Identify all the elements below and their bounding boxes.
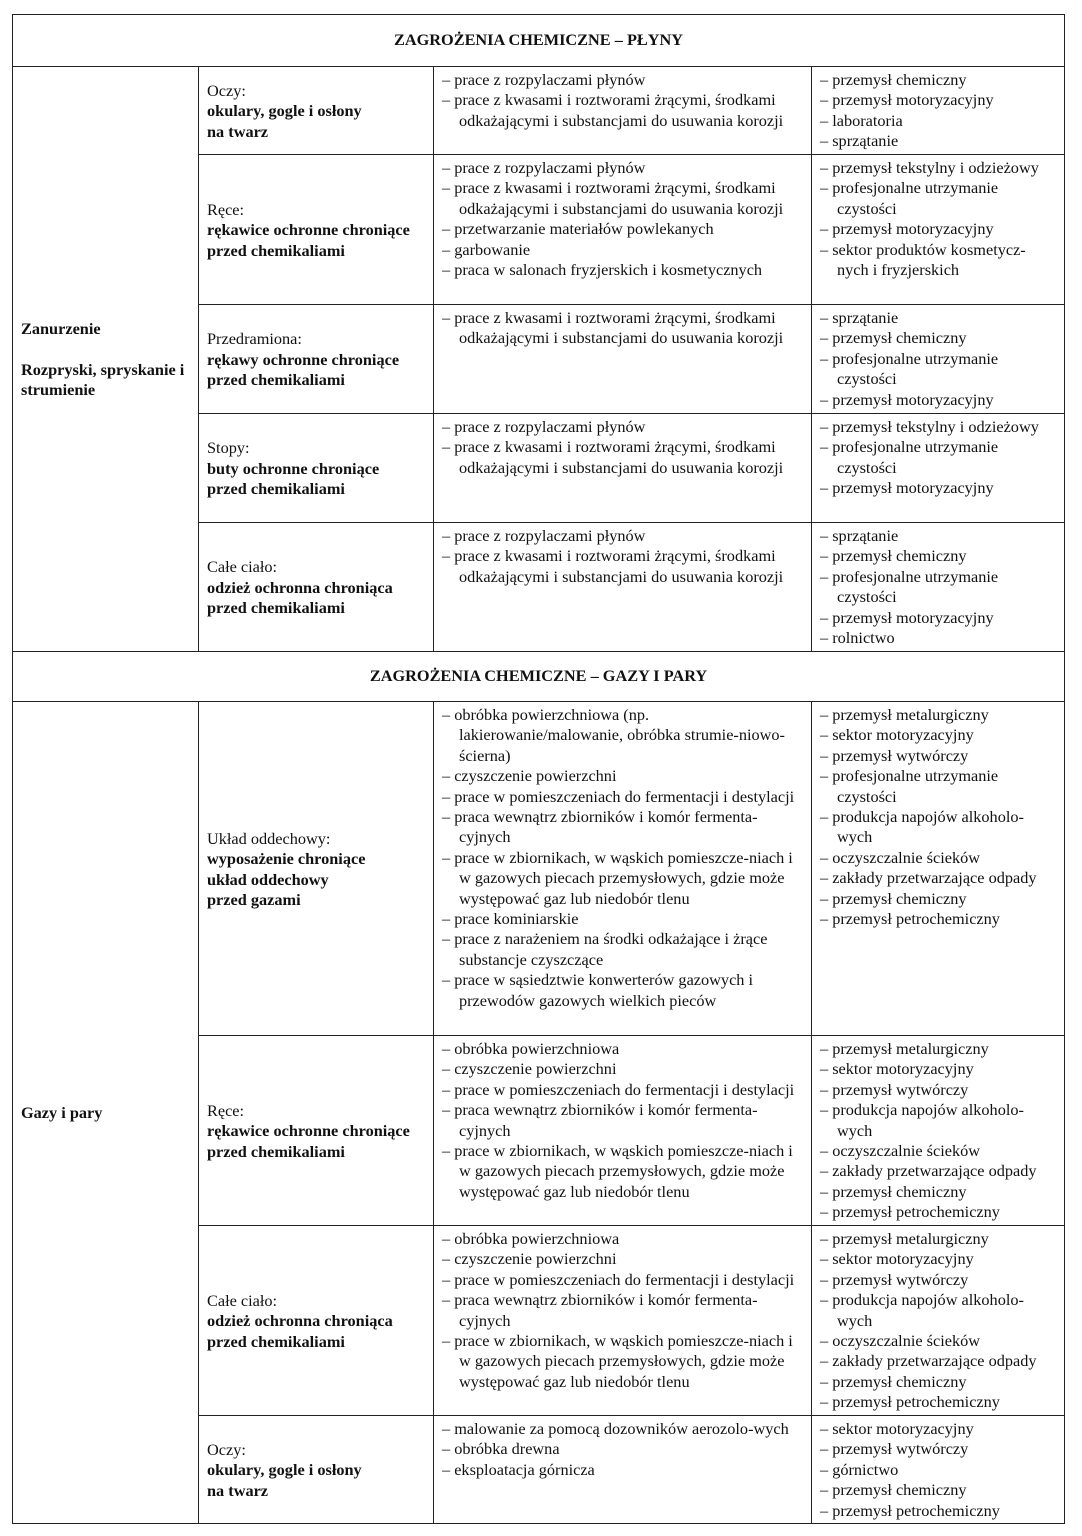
body-part-label: Stopy:	[207, 438, 250, 458]
sector-item: – rolnictwo	[820, 628, 895, 648]
sector-item: – przemysł metalurgiczny	[820, 1229, 989, 1248]
sector-item: – przemysł petrochemiczny	[820, 909, 1000, 929]
sector-item: – zakłady przetwarzające odpady	[820, 868, 1037, 888]
equipment-name: odzież ochronna chroniąca	[207, 577, 393, 597]
tasks-cell	[434, 523, 812, 652]
ppe-cell	[199, 67, 434, 155]
sector-item: – sprzątanie	[820, 526, 899, 545]
task-item: – prace z rozpylaczami płynów	[442, 526, 646, 545]
sector-item: – produkcja napojów alkoholo-wych	[820, 807, 1024, 847]
section-heading: ZAGROŻENIA CHEMICZNE – GAZY I PARY	[13, 652, 1065, 702]
task-item: – praca wewnątrz zbiorników i komór fermenta-cyjnych	[442, 1100, 758, 1140]
section-heading: ZAGROŻENIA CHEMICZNE – PŁYNY	[13, 15, 1065, 67]
equipment-name: buty ochronne chroniące	[207, 458, 380, 478]
sector-item: – przemysł chemiczny	[820, 1181, 967, 1201]
sector-item: – laboratoria	[820, 110, 903, 130]
body-part-label: Oczy:	[207, 80, 246, 100]
body-part-label: Układ oddechowy:	[207, 828, 331, 848]
task-item: – prace z kwasami i roztworami żrącymi, środkami odkażającymi i substancjami do usuwania korozji	[442, 308, 784, 348]
equipment-name: przed chemikaliami	[207, 370, 345, 390]
tasks-cell	[434, 414, 812, 523]
sector-item: – przemysł motoryzacyjny	[820, 478, 994, 498]
sector-item: – profesjonalne utrzymanie czystości	[820, 178, 999, 218]
sector-item: – przemysł wytwórczy	[820, 1269, 969, 1289]
equipment-name: przed gazami	[207, 889, 301, 909]
task-item: – obróbka powierzchniowa (np. lakierowanie/malowanie, obróbka strumie-niowo-ścierna)	[442, 705, 785, 765]
task-item: – malowanie za pomocą dozowników aerozolo-wych	[442, 1419, 789, 1438]
sectors-cell	[812, 1416, 1065, 1524]
sector-item: – sektor motoryzacyjny	[820, 1419, 974, 1438]
sector-item: – przemysł motoryzacyjny	[820, 389, 994, 409]
body-part-label: Całe ciało:	[207, 557, 278, 577]
sector-item: – przemysł motoryzacyjny	[820, 90, 994, 110]
sectors-cell	[812, 1226, 1065, 1416]
hazard-cell	[13, 702, 199, 1524]
ppe-cell	[199, 702, 434, 1036]
sector-item: – produkcja napojów alkoholo-wych	[820, 1290, 1024, 1330]
sector-item: – sektor motoryzacyjny	[820, 725, 974, 745]
tasks-cell	[434, 305, 812, 414]
sector-item: – przemysł petrochemiczny	[820, 1202, 1000, 1222]
spacer	[21, 340, 190, 360]
sector-item: – zakłady przetwarzające odpady	[820, 1161, 1037, 1181]
task-item: – prace z kwasami i roztworami żrącymi, środkami odkażającymi i substancjami do usuwania korozji	[442, 546, 784, 586]
task-item: – prace z kwasami i roztworami żrącymi, środkami odkażającymi i substancjami do usuwania korozji	[442, 178, 784, 218]
sector-item: – przemysł wytwórczy	[820, 1079, 969, 1099]
sector-item: – zakłady przetwarzające odpady	[820, 1351, 1037, 1371]
equipment-name: rękawice ochronne chroniące	[207, 220, 410, 240]
task-item: – prace w pomieszczeniach do fermentacji i destylacji	[442, 1269, 795, 1289]
ppe-cell	[199, 1226, 434, 1416]
task-item: – obróbka powierzchniowa	[442, 1039, 620, 1058]
task-item: – eksploatacja górnicza	[442, 1459, 595, 1479]
equipment-name: na twarz	[207, 1480, 269, 1500]
table-row	[13, 702, 1065, 1036]
task-item: – prace z rozpylaczami płynów	[442, 417, 646, 436]
equipment-name: układ oddechowy	[207, 869, 329, 889]
sectors-cell	[812, 155, 1065, 305]
task-item: – obróbka powierzchniowa	[442, 1229, 620, 1248]
task-item: – prace z kwasami i roztworami żrącymi, środkami odkażającymi i substancjami do usuwania korozji	[442, 90, 784, 130]
ppe-cell	[199, 414, 434, 523]
sector-item: – przemysł chemiczny	[820, 546, 967, 566]
task-item: – prace w pomieszczeniach do fermentacji i destylacji	[442, 1079, 795, 1099]
hazard-label: Rozpryski, spryskanie i strumienie	[21, 359, 185, 400]
ppe-cell	[199, 523, 434, 652]
task-item: – czyszczenie powierzchni	[442, 766, 617, 786]
task-item: – prace w sąsiedztwie konwerterów gazowych i przewodów gazowych wielkich pieców	[442, 970, 754, 1010]
sector-item: – przemysł metalurgiczny	[820, 705, 989, 724]
tasks-cell	[434, 702, 812, 1036]
sectors-cell	[812, 523, 1065, 652]
task-item: – obróbka drewna	[442, 1439, 560, 1459]
task-item: – prace kominiarskie	[442, 909, 579, 929]
equipment-name: przed chemikaliami	[207, 240, 345, 260]
sector-item: – oczyszczalnie ścieków	[820, 1141, 981, 1161]
sector-item: – profesjonalne utrzymanie czystości	[820, 566, 999, 607]
equipment-name: okulary, gogle i osłony	[207, 101, 362, 121]
sector-item: – przemysł chemiczny	[820, 1480, 967, 1500]
tasks-cell	[434, 1036, 812, 1226]
hazard-label: Zanurzenie	[21, 319, 101, 339]
body-part-label: Oczy:	[207, 1439, 246, 1459]
protective-equipment-table	[12, 14, 1065, 1524]
sector-item: – przemysł chemiczny	[820, 1371, 967, 1391]
sector-item: – przemysł petrochemiczny	[820, 1500, 1000, 1520]
table-body	[13, 15, 1065, 1524]
equipment-name: rękawy ochronne chroniące	[207, 349, 400, 369]
sector-item: – przemysł tekstylny i odzieżowy	[820, 417, 1039, 436]
sector-item: – górnictwo	[820, 1459, 899, 1479]
task-item: – prace z narażeniem na środki odkażające i żrące substancje czyszczące	[442, 929, 768, 969]
sectors-cell	[812, 414, 1065, 523]
sectors-cell	[812, 702, 1065, 1036]
task-item: – praca w salonach fryzjerskich i kosmetycznych	[442, 260, 763, 280]
sector-item: – przemysł chemiczny	[820, 70, 967, 89]
body-part-label: Ręce:	[207, 199, 245, 219]
task-item: – prace w zbiornikach, w wąskich pomieszcze-niach i w gazowych piecach przemysłowych, gdzie może występować gaz lub niedobór tlenu	[442, 847, 793, 908]
sector-item: – przemysł wytwórczy	[820, 1439, 969, 1459]
sector-item: – produkcja napojów alkoholo-wych	[820, 1100, 1024, 1140]
equipment-name: rękawice ochronne chroniące	[207, 1121, 410, 1141]
ppe-cell	[199, 1036, 434, 1226]
task-item: – prace z kwasami i roztworami żrącymi, środkami odkażającymi i substancjami do usuwania korozji	[442, 437, 784, 477]
sector-item: – sprzątanie	[820, 308, 899, 327]
sector-item: – profesjonalne utrzymanie czystości	[820, 766, 999, 806]
section-heading-row	[13, 15, 1065, 67]
sector-item: – sprzątanie	[820, 131, 899, 151]
table-row	[13, 67, 1065, 155]
sector-item: – sektor produktów kosmetycz-nych i fryzjerskich	[820, 239, 1026, 280]
ppe-cell	[199, 1416, 434, 1524]
sector-item: – profesjonalne utrzymanie czystości	[820, 437, 999, 477]
task-item: – prace z rozpylaczami płynów	[442, 70, 646, 89]
sector-item: – przemysł tekstylny i odzieżowy	[820, 158, 1039, 177]
task-item: – prace z rozpylaczami płynów	[442, 158, 646, 177]
body-part-label: Ręce:	[207, 1100, 245, 1120]
task-item: – praca wewnątrz zbiorników i komór fermenta-cyjnych	[442, 807, 758, 847]
hazard-cell	[13, 67, 199, 652]
ppe-cell	[199, 305, 434, 414]
equipment-name: przed chemikaliami	[207, 598, 345, 618]
equipment-name: przed chemikaliami	[207, 1331, 345, 1351]
sector-item: – sektor motoryzacyjny	[820, 1249, 974, 1269]
sector-item: – oczyszczalnie ścieków	[820, 1331, 981, 1351]
sector-item: – przemysł petrochemiczny	[820, 1392, 1000, 1412]
sectors-cell	[812, 1036, 1065, 1226]
sector-item: – przemysł chemiczny	[820, 888, 967, 908]
sector-item: – przemysł chemiczny	[820, 328, 967, 348]
sector-item: – przemysł metalurgiczny	[820, 1039, 989, 1058]
equipment-name: odzież ochronna chroniąca	[207, 1311, 393, 1331]
tasks-cell	[434, 1416, 812, 1524]
task-item: – czyszczenie powierzchni	[442, 1059, 617, 1079]
sector-item: – profesjonalne utrzymanie czystości	[820, 348, 999, 389]
sector-item: – przemysł motoryzacyjny	[820, 607, 994, 627]
task-item: – prace w pomieszczeniach do fermentacji i destylacji	[442, 786, 795, 806]
section-heading-row	[13, 652, 1065, 702]
sector-item: – oczyszczalnie ścieków	[820, 847, 981, 867]
sectors-cell	[812, 305, 1065, 414]
tasks-cell	[434, 155, 812, 305]
task-item: – przetwarzanie materiałów powlekanych	[442, 219, 714, 239]
equipment-name: przed chemikaliami	[207, 479, 345, 499]
tasks-cell	[434, 67, 812, 155]
task-item: – prace w zbiornikach, w wąskich pomieszcze-niach i w gazowych piecach przemysłowych, gdzie może występować gaz lub niedobór tlenu	[442, 1141, 793, 1201]
ppe-cell	[199, 155, 434, 305]
task-item: – czyszczenie powierzchni	[442, 1249, 617, 1269]
sector-item: – sektor motoryzacyjny	[820, 1059, 974, 1079]
sectors-cell	[812, 67, 1065, 155]
body-part-label: Przedramiona:	[207, 329, 302, 349]
sector-item: – przemysł motoryzacyjny	[820, 219, 994, 239]
equipment-name: przed chemikaliami	[207, 1141, 345, 1161]
body-part-label: Całe ciało:	[207, 1290, 278, 1310]
equipment-name: na twarz	[207, 121, 269, 141]
task-item: – prace w zbiornikach, w wąskich pomieszcze-niach i w gazowych piecach przemysłowych, gdzie może występować gaz lub niedobór tlenu	[442, 1331, 793, 1391]
sector-item: – przemysł wytwórczy	[820, 745, 969, 765]
equipment-name: wyposażenie chroniące	[207, 849, 366, 869]
task-item: – praca wewnątrz zbiorników i komór fermenta-cyjnych	[442, 1290, 758, 1330]
hazard-label: Gazy i pary	[21, 1103, 103, 1123]
equipment-name: okulary, gogle i osłony	[207, 1460, 362, 1480]
task-item: – garbowanie	[442, 239, 531, 259]
tasks-cell	[434, 1226, 812, 1416]
